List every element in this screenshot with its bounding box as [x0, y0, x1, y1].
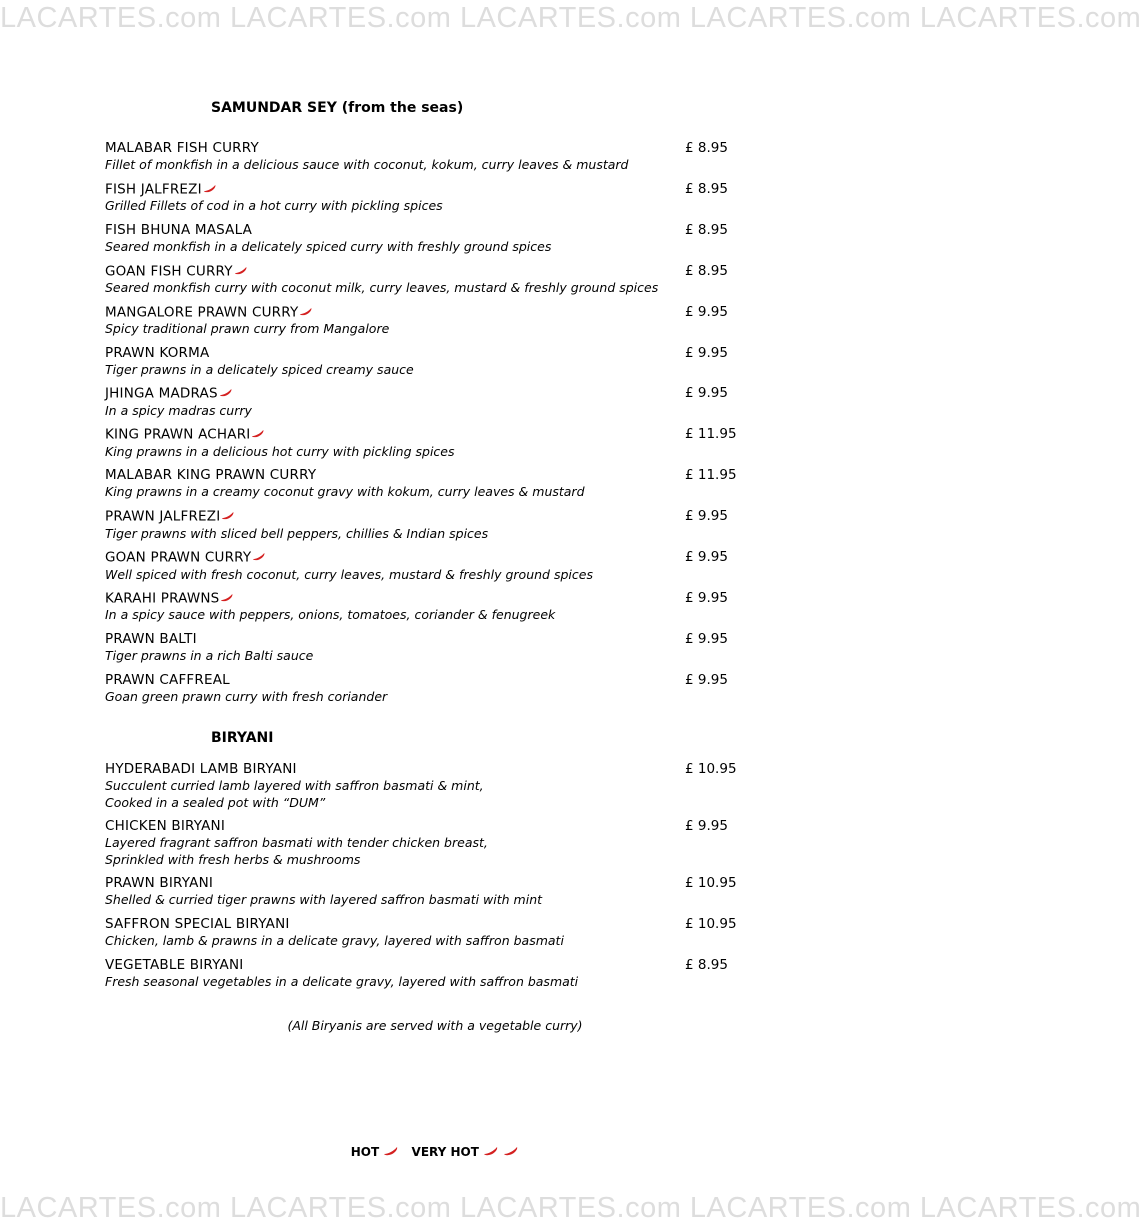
watermark-bottom: LACARTES.com LACARTES.com LACARTES.com LACARTES.com LACARTES.com — [0, 1192, 1141, 1224]
item-description: Shelled & curried tiger prawns with layered saffron basmati with mint — [105, 892, 543, 907]
chili-icon — [483, 1145, 499, 1159]
item-price: £ 9.95 — [685, 303, 728, 320]
item-description-line2: Sprinkled with fresh herbs & mushrooms — [105, 851, 361, 867]
item-name: GOAN FISH CURRY — [105, 263, 233, 280]
chili-icon — [252, 549, 266, 566]
legend-very-hot-label: VERY HOT — [411, 1144, 479, 1159]
item-description: Grilled Fillets of cod in a hot curry with pickling spices — [105, 198, 443, 214]
item-name: KING PRAWN ACHARI — [105, 426, 251, 443]
menu-item — [105, 222, 765, 256]
item-name: MALABAR KING PRAWN CURRY — [105, 467, 317, 484]
item-price: £ 8.95 — [685, 957, 728, 973]
item-price: £ 8.95 — [685, 180, 728, 197]
menu-item — [105, 426, 765, 460]
item-description: Tiger prawns in a delicately spiced creamy sauce — [105, 361, 414, 377]
item-price: £ 9.95 — [685, 385, 728, 402]
item-name: VEGETABLE BIRYANI — [105, 957, 244, 973]
menu-item — [105, 345, 765, 379]
item-description: Fillet of monkfish in a delicious sauce with coconut, kokum, curry leaves & mustard — [105, 157, 629, 172]
item-name: CHICKEN BIRYANI — [105, 818, 226, 834]
menu-item — [105, 957, 765, 991]
item-name: MALABAR FISH CURRY — [105, 140, 259, 156]
item-name: GOAN PRAWN CURRY — [105, 549, 252, 566]
item-description: In a spicy sauce with peppers, onions, tomatoes, coriander & fenugreek — [105, 607, 556, 623]
legend-hot-label: HOT — [350, 1144, 380, 1159]
item-description: Seared monkfish in a delicately spiced curry with freshly ground spices — [105, 238, 552, 254]
menu-item — [105, 385, 765, 419]
item-price: £ 9.95 — [685, 630, 728, 647]
chili-icon — [219, 385, 233, 402]
item-price: £ 11.95 — [685, 467, 737, 484]
item-price: £ 9.95 — [685, 589, 728, 606]
item-name: FISH JALFREZI — [105, 181, 202, 198]
item-price: £ 11.95 — [685, 426, 737, 443]
item-price: £ 9.95 — [685, 549, 728, 565]
menu-item — [105, 631, 765, 665]
item-price: £ 10.95 — [685, 916, 737, 932]
watermark-top: LACARTES.com LACARTES.com LACARTES.com LACARTES.com LACARTES.com — [0, 2, 1141, 34]
section-title-biryani: BIRYANI — [211, 730, 274, 746]
item-name: PRAWN KORMA — [105, 344, 210, 361]
item-price: £ 10.95 — [685, 875, 737, 891]
item-description: In a spicy madras curry — [105, 402, 252, 418]
item-price: £ 8.95 — [685, 140, 728, 156]
menu-item — [105, 761, 765, 811]
chili-icon — [503, 1145, 519, 1159]
item-price: £ 8.95 — [685, 221, 728, 238]
chili-icon — [234, 263, 248, 280]
biryani-note: (All Biryanis are served with a vegetable curry) — [287, 1018, 583, 1033]
item-name: HYDERABADI LAMB BIRYANI — [105, 761, 297, 777]
item-name: MANGALORE PRAWN CURRY — [105, 304, 299, 321]
section-title-seas: SAMUNDAR SEY (from the seas) — [211, 100, 464, 116]
chili-icon — [203, 181, 217, 198]
item-description: Spicy traditional prawn curry from Mangalore — [105, 321, 390, 337]
item-price: £ 9.95 — [685, 344, 728, 361]
item-description: Tiger prawns with sliced bell peppers, chillies & Indian spices — [105, 525, 489, 541]
item-description: Seared monkfish curry with coconut milk, curry leaves, mustard & freshly ground spices — [105, 280, 659, 296]
chili-icon — [383, 1145, 399, 1159]
menu-item — [105, 467, 765, 501]
menu-item — [105, 263, 765, 297]
item-description: Layered fragrant saffron basmati with tender chicken breast, — [105, 835, 488, 850]
item-price: £ 9.95 — [685, 508, 728, 525]
menu-item — [105, 549, 765, 583]
spice-legend — [0, 1144, 870, 1159]
item-price: £ 9.95 — [685, 671, 728, 688]
chili-icon — [220, 590, 234, 607]
item-name: PRAWN BALTI — [105, 630, 197, 647]
menu-item — [105, 140, 765, 174]
chili-icon — [251, 426, 265, 443]
menu-item — [105, 590, 765, 624]
item-name: JHINGA MADRAS — [105, 385, 218, 402]
item-description: King prawns in a creamy coconut gravy with kokum, curry leaves & mustard — [105, 484, 585, 500]
menu-item — [105, 916, 765, 950]
item-price: £ 8.95 — [685, 262, 728, 279]
menu-item — [105, 672, 765, 706]
item-description: Chicken, lamb & prawns in a delicate gravy, layered with saffron basmati — [105, 933, 564, 948]
item-description-line2: Cooked in a sealed pot with “DUM” — [105, 794, 326, 810]
menu-item — [105, 508, 765, 542]
item-description: Goan green prawn curry with fresh coriander — [105, 688, 388, 704]
item-description: King prawns in a delicious hot curry with pickling spices — [105, 443, 455, 459]
item-name: KARAHI PRAWNS — [105, 590, 220, 607]
item-name: SAFFRON SPECIAL BIRYANI — [105, 916, 290, 932]
item-name: PRAWN BIRYANI — [105, 875, 214, 891]
item-description: Well spiced with fresh coconut, curry leaves, mustard & freshly ground spices — [105, 566, 593, 582]
menu-item — [105, 875, 765, 909]
item-description: Fresh seasonal vegetables in a delicate gravy, layered with saffron basmati — [105, 974, 579, 989]
item-name: PRAWN JALFREZI — [105, 508, 221, 525]
item-name: PRAWN CAFFREAL — [105, 671, 230, 688]
item-description: Tiger prawns in a rich Balti sauce — [105, 647, 314, 663]
item-description: Succulent curried lamb layered with saffron basmati & mint, — [105, 778, 484, 793]
menu-item — [105, 181, 765, 215]
menu-item — [105, 304, 765, 338]
item-name: FISH BHUNA MASALA — [105, 221, 253, 238]
menu-item — [105, 818, 765, 868]
item-price: £ 9.95 — [685, 818, 728, 834]
chili-icon — [299, 304, 313, 321]
chili-icon — [221, 508, 235, 525]
item-price: £ 10.95 — [685, 761, 737, 777]
